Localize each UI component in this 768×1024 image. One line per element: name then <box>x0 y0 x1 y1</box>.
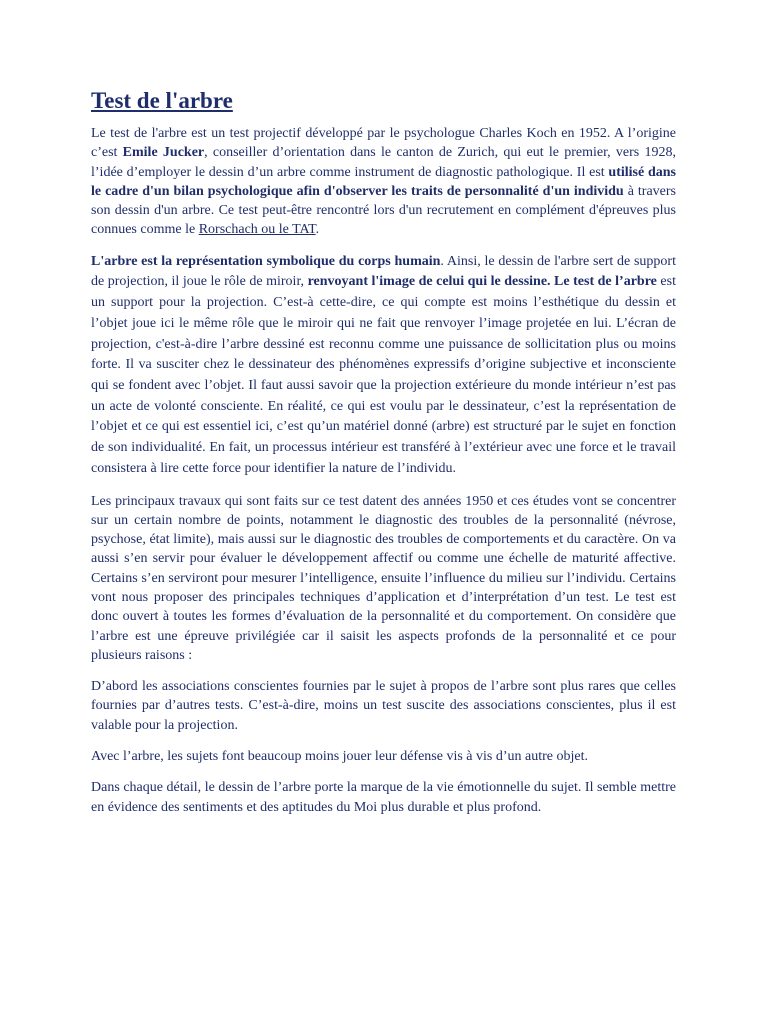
paragraph <box>91 252 676 480</box>
bold-text: L'arbre est la représentation symbolique du corps humain <box>91 253 441 269</box>
body-text: à travers son dessin d'un arbre. Ce test peut-être rencontré lors d'un recrutement en complément d'épreuves plus connues comme le <box>91 183 676 238</box>
rorschach-tat-link[interactable]: Rorschach ou le TAT <box>198 222 316 238</box>
bold-text: utilisé dans le cadre d'un bilan psychologique afin d'observer les traits de personnalité d'un individu <box>91 164 676 199</box>
document-body <box>91 124 676 817</box>
paragraph <box>91 747 676 766</box>
paragraph <box>91 778 676 817</box>
body-text: Les principaux travaux qui sont faits sur ce test datent des années 1950 et ces études vont se concentrer sur un certain nombre de points, notamment le diagnostic des troubles de la personnalité (névrose, psychose, état limite), mais aussi sur le diagnostic des troubles de comportements et du caractère. On va aussi s’en servir pour évaluer le développement affectif ou comme une échelle de maturité affective. Certains s’en serviront pour mesurer l’intelligence, ensuite l’influence du milieu sur l’individu. Certains vont nous proposer des principales techniques d’application et d’interprétation d’un test. Le test est donc ouvert à toutes les formes d’évaluation de la personnalité et du comportement. On considère que l’arbre est une épreuve privilégiée car il saisit les aspects profonds de la personnalité et ce pour plusieurs raisons : <box>91 493 676 663</box>
paragraph <box>91 677 676 735</box>
paragraph <box>91 492 676 666</box>
body-text: D’abord les associations conscientes fournies par le sujet à propos de l’arbre sont plus rares que celles fournies par d’autres tests. C’est-à-dire, moins un test suscite des associations conscientes, plus il est valable pour la projection. <box>91 679 676 733</box>
paragraph <box>91 124 676 240</box>
body-text: . <box>315 222 320 238</box>
body-text: Dans chaque détail, le dessin de l’arbre porte la marque de la vie émotionnelle du sujet. Il semble mettre en évidence des sentiments et des aptitudes du Moi plus durable et plus profond. <box>91 780 676 815</box>
body-text: . Ainsi, le dessin de l'arbre sert de support de projection, il joue le rôle de miroir, <box>91 253 676 290</box>
bold-text: renvoyant l'image de celui qui le dessine. Le test de l’arbre <box>307 274 657 290</box>
body-text: , conseiller d’orientation dans le canton de Zurich, qui eut le premier, vers 1928, l’idée d’employer le dessin d’un arbre comme instrument de diagnostic pathologique. Il est <box>91 145 676 180</box>
body-text: est un support pour la projection. C’est-à cette-dire, ce qui compte est moins l’esthétique du dessin et l’objet joue ici le même rôle que le miroir qui ne fait que renvoyer l’image projetée en lui. L’écran de projection, c'est-à-dire l’arbre dessiné est reconnu comme une puissance de sollicitation plus ou moins forte. Il va susciter chez le dessinateur des phénomènes expressifs d’origine subjective et inconsciente qui se fondent avec l’objet. Il faut aussi savoir que la projection extérieure du monde intérieur n’est pas un acte de volonté consciente. En réalité, ce qui est voulu par le dessinateur, c’est la représentation de l’objet et ce qui est essentiel ici, c’est qu’un matériel donné (arbre) est structuré par le sujet en fonction de son individualité. En fait, un processus intérieur est transféré à l’extérieur avec une force et le travail consistera à lire cette force pour identifier la nature de l’individu. <box>91 274 676 476</box>
body-text: Avec l’arbre, les sujets font beaucoup moins jouer leur défense vis à vis d’un autre objet. <box>91 749 588 765</box>
bold-text: Emile Jucker <box>122 145 205 161</box>
document-title: Test de l'arbre <box>91 88 233 113</box>
body-text: Le test de l'arbre est un test projectif développé par le psychologue Charles Koch en 1952. A l’origine c’est <box>91 126 676 161</box>
document-page <box>91 88 676 829</box>
